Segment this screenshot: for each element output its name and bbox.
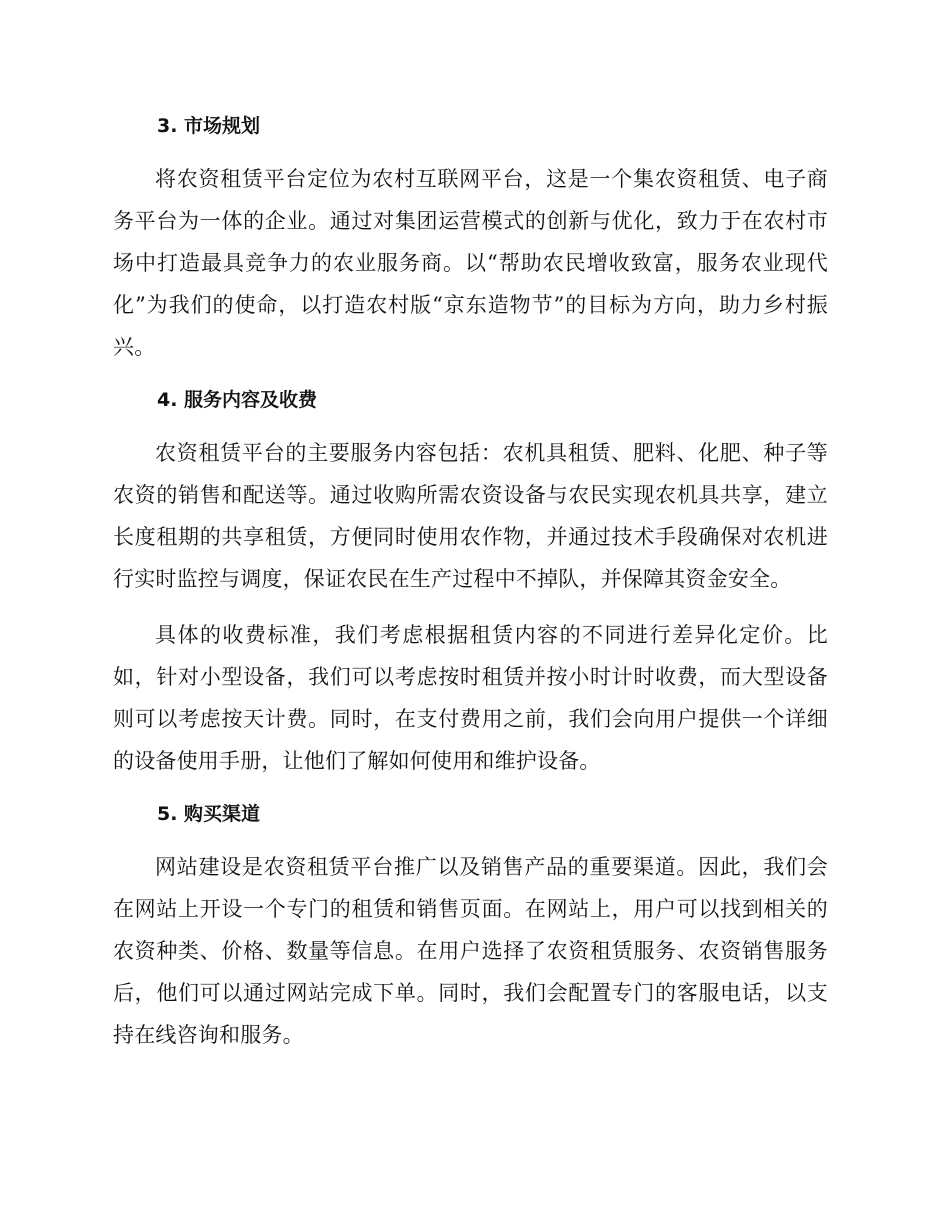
section-service-content-fees xyxy=(113,382,828,782)
section-heading: 3. 市场规划 xyxy=(157,115,261,137)
paragraph: 网站建设是农资租赁平台推广以及销售产品的重要渠道。因此，我们会在网站上开设一个专门的租赁和销售页面。在网站上，用户可以找到相关的农资种类、价格、数量等信息。在用户选择了农资租赁服务、农资销售服务后，他们可以通过网站完成下单。同时，我们会配置专门的客服电话，以支持在线咨询和服务。 xyxy=(113,855,828,1047)
section-purchase-channels xyxy=(113,796,828,1056)
paragraph: 将农资租赁平台定位为农村互联网平台，这是一个集农资租赁、电子商务平台为一体的企业。通过对集团运营模式的创新与优化，致力于在农村市场中打造最具竞争力的农业服务商。以“帮助农民增收致富，服务农业现代化”为我们的使命，以打造农村版“京东造物节”的目标为方向，助力乡村振兴。 xyxy=(113,167,828,359)
document-page xyxy=(113,108,828,1070)
section-heading: 5. 购买渠道 xyxy=(157,803,261,825)
section-heading: 4. 服务内容及收费 xyxy=(157,389,318,411)
paragraph: 农资租赁平台的主要服务内容包括：农机具租赁、肥料、化肥、种子等农资的销售和配送等。通过收购所需农资设备与农民实现农机具共享，建立长度租期的共享租赁，方便同时使用农作物，并通过技术手段确保对农机进行实时监控与调度，保证农民在生产过程中不掉队，并保障其资金安全。 xyxy=(113,441,828,591)
paragraph: 具体的收费标准，我们考虑根据租赁内容的不同进行差异化定价。比如，针对小型设备，我们可以考虑按时租赁并按小时计时收费，而大型设备则可以考虑按天计费。同时，在支付费用之前，我们会向用户提供一个详细的设备使用手册，让他们了解如何使用和维护设备。 xyxy=(113,623,828,773)
section-market-planning xyxy=(113,108,828,368)
